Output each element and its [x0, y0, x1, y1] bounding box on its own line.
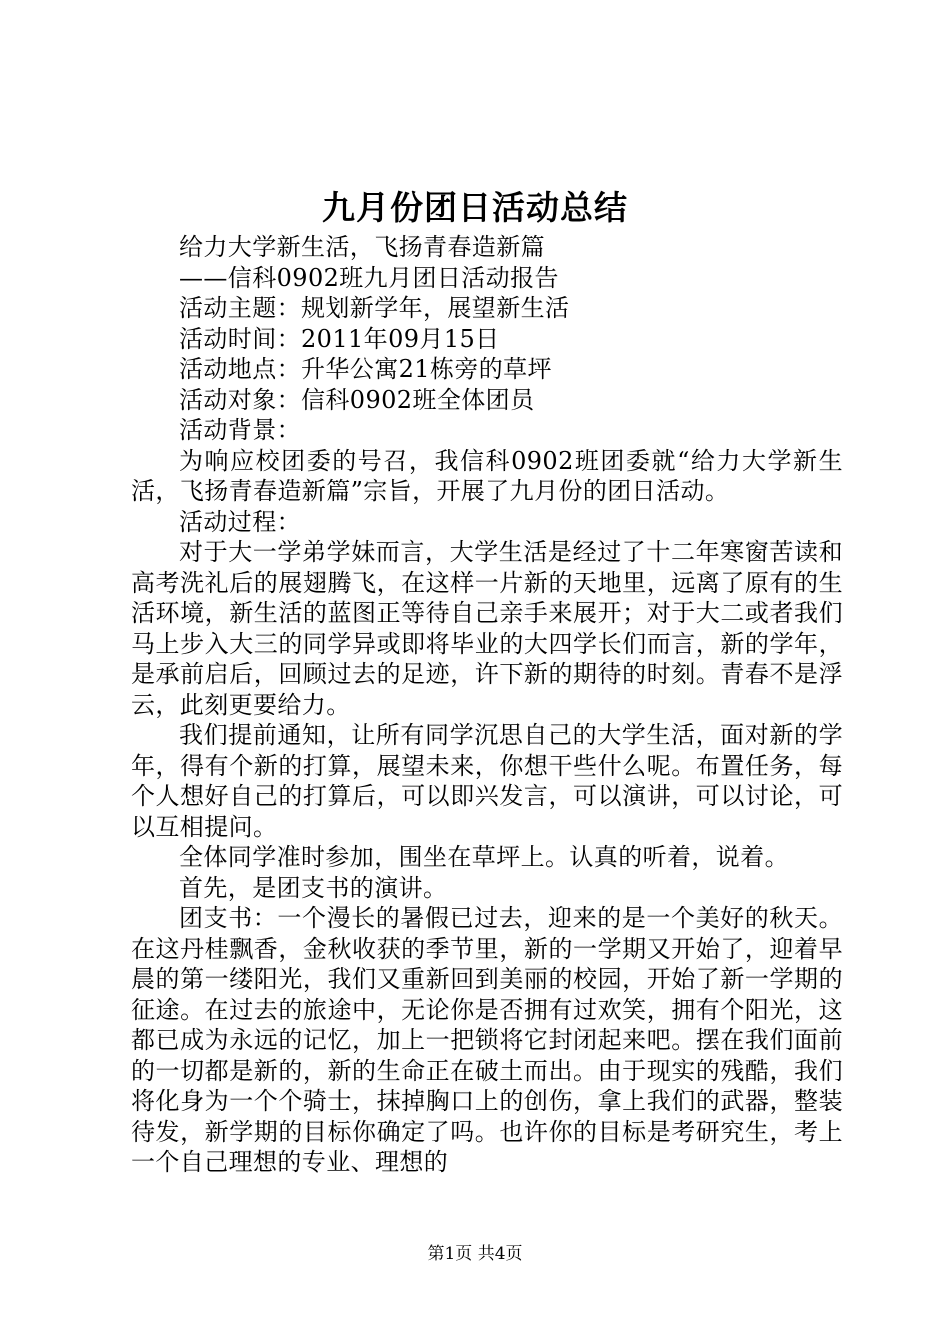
- body-paragraph: 我们提前通知，让所有同学沉思自己的大学生活，面对新的学年，得有个新的打算，展望未来，你想干些什么呢。布置任务，每个人想好自己的打算后，可以即兴发言，可以演讲，可以讨论，可以互相提问。: [131, 721, 843, 841]
- body-paragraph: 为响应校团委的号召，我信科0902班团委就“给力大学新生活，飞扬青春造新篇”宗旨，开展了九月份的团日活动。: [131, 446, 843, 505]
- body-paragraph: 活动背景：: [179, 416, 301, 444]
- body-paragraph: 活动地点：升华公寓21栋旁的草坪: [179, 355, 552, 383]
- body-paragraph: 团支书：一个漫长的暑假已过去，迎来的是一个美好的秋天。在这丹桂飘香，金秋收获的季节里，新的一学期又开始了，迎着早晨的第一缕阳光，我们又重新回到美丽的校园，开始了新一学期的征途。在过去的旅途中，无论你是否拥有过欢笑，拥有个阳光，这都已成为永远的记忆，加上一把锁将它封闭起来吧。摆在我们面前的一切都是新的，新的生命正在破土而出。由于现实的残酷，我们将化身为一个个骑士，抹掉胸口上的创伤，拿上我们的武器，整装待发，新学期的目标你确定了吗。也许你的目标是考研究生，考上一个自己理想的专业、理想的: [131, 904, 843, 1176]
- body-paragraph: 活动对象：信科0902班全体团员: [179, 385, 535, 414]
- body-paragraph: 首先，是团支书的演讲。: [179, 873, 448, 902]
- body-paragraph: 全体同学准时参加，围坐在草坪上。认真的听着，说着。: [179, 843, 789, 871]
- page-number-footer: 第1页 共4页: [427, 1244, 523, 1264]
- document-title: 九月份团日活动总结: [322, 188, 628, 227]
- body-paragraph: 活动过程：: [179, 507, 301, 536]
- body-paragraph: 活动主题：规划新学年，展望新生活: [179, 294, 570, 322]
- body-paragraph: 活动时间：2011年09月15日: [179, 324, 500, 353]
- body-paragraph: 对于大一学弟学妹而言，大学生活是经过了十二年寒窗苦读和高考洗礼后的展翅腾飞，在这样一片新的天地里，远离了原有的生活环境，新生活的蓝图正等待自己亲手来展开；对于大二或者我们马上步入大三的同学异或即将毕业的大四学长们而言，新的学年，是承前启后，回顾过去的足迹，许下新的期待的时刻。青春不是浮云，此刻更要给力。: [131, 538, 843, 719]
- body-paragraph: ——信科0902班九月团日活动报告: [179, 263, 559, 292]
- body-paragraph: 给力大学新生活，飞扬青春造新篇: [179, 233, 545, 261]
- document-body: [131, 232, 843, 1178]
